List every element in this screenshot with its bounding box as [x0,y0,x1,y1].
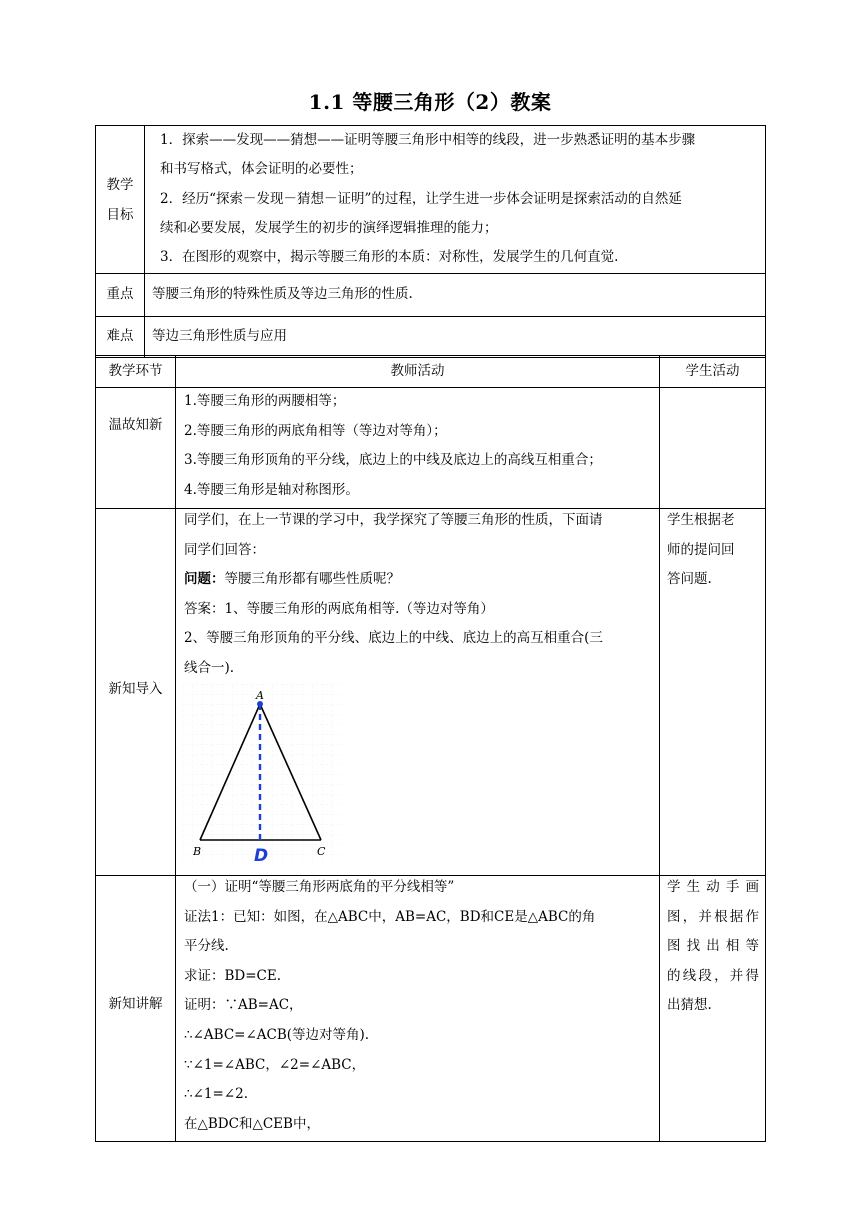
goals-label: 教学 目标 [106,177,134,223]
lecture-stage: 新知讲解 [108,996,163,1012]
goal-line: 3．在图形的观察中，揭示等腰三角形的本质：对称性，发展学生的几何直觉. [160,249,619,266]
lecture-line: 平分线. [184,938,229,955]
review-content [184,387,654,505]
vertex-label-b: B [193,845,202,858]
foot-label-d: D [254,846,269,866]
goals-content [160,126,760,272]
review-line: 3.等腰三角形顶角的平分线，底边上的中线及底边上的高线互相重合； [184,452,602,468]
intro-line: 同学们，在上一节课的学习中，我学探究了等腰三角形的性质，下面请 [184,512,603,528]
answer-line: 2、等腰三角形顶角的平分线、底边上的中线、底边上的高互相重合(三 [184,630,603,647]
lecture-line: ∴∠ABC=∠ACB(等边对等角). [184,1026,370,1043]
page-title: 1.1 等腰三角形（2）教案 [308,90,552,114]
lecture-line: ∴∠1=∠2. [184,1086,248,1103]
goal-line: 和书写格式，体会证明的必要性； [160,161,363,178]
review-line: 4.等腰三角形是轴对称图形。 [184,481,359,498]
intro-line: 同学们回答： [184,541,265,558]
lecture-line: ∵∠1=∠ABC，∠2=∠ABC， [184,1056,366,1073]
intro-student: 学生根据老 师的提问回 答问题. [667,512,735,588]
intro-stage: 新知导入 [108,681,163,697]
review-line: 1.等腰三角形的两腰相等； [184,393,346,409]
answer-line: 答案：1、等腰三角形的两底角相等.（等边对等角） [184,600,494,617]
question-line [184,565,654,595]
lecture-line: 证明：∵AB=AC， [184,997,303,1014]
answer-line: 线合一). [184,659,235,676]
lecture-line: 证法1：已知：如图，在△ABC中，AB=AC，BD和CE是△ABC的角 [184,908,596,925]
header-teacher: 教师活动 [390,363,445,379]
lecture-line: （一）证明“等腰三角形两底角的平分线相等” [184,879,455,895]
key-point-label: 重点 [106,286,134,302]
lecture-student: 学生动手画 图，并根据作 图找出相等 的线段，并得 出猜想. [667,879,759,1014]
difficulty-label: 难点 [106,328,134,344]
header-stage: 教学环节 [108,363,163,379]
review-stage: 温故知新 [108,417,163,433]
goal-line: 续和必要发展，发展学生的初步的演绎逻辑推理的能力； [160,219,498,236]
question-text: 等腰三角形都有哪些性质呢？ [224,571,400,588]
goal-line: 1．探索——发现——猜想——证明等腰三角形中相等的线段，进一步熟悉证明的基本步骤 [160,132,696,148]
isosceles-triangle-figure [182,684,344,866]
lecture-line: 在△BDC和△CEB中， [184,1115,320,1132]
question-label: 问题： [184,571,225,588]
review-line: 2.等腰三角形的两底角相等（等边对等角）； [184,422,447,439]
goal-line: 2．经历“探索－发现－猜想－证明”的过程，让学生进一步体会证明是探索活动的自然延 [160,190,682,207]
lecture-line: 求证：BD=CE. [184,967,282,984]
key-point-text: 等腰三角形的特殊性质及等边三角形的性质. [152,286,413,302]
difficulty-text: 等边三角形性质与应用 [152,328,287,344]
vertex-label-c: C [317,845,326,858]
intro-content [184,506,654,684]
header-student: 学生活动 [685,363,740,379]
lecture-content [184,873,654,1139]
vertex-label-a: A [256,689,264,702]
